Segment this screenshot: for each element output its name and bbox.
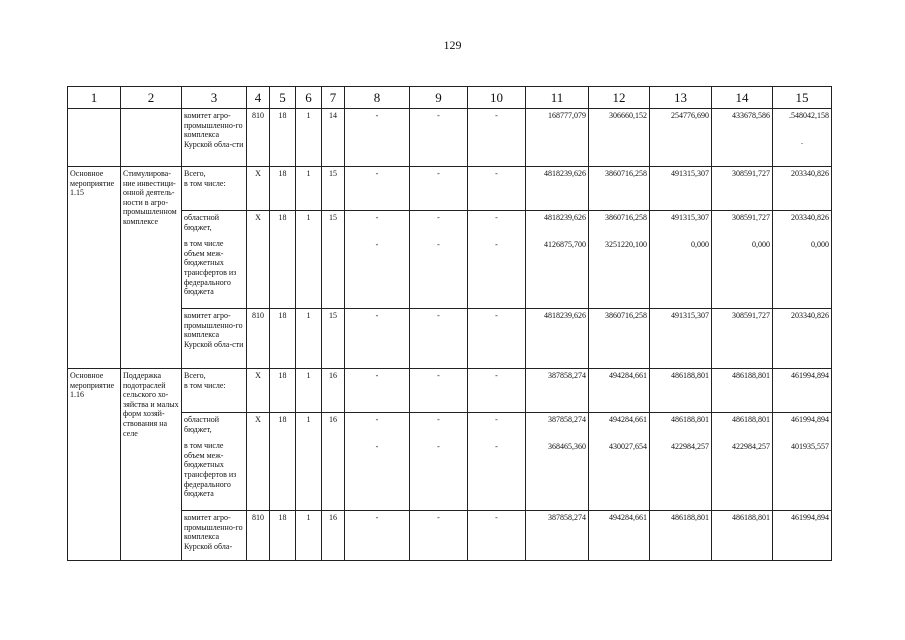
cell-value: 4126875,700 xyxy=(544,239,586,249)
executor-cell: комитет агро-промышленно-го комплекса Курской обла-сти xyxy=(182,309,247,369)
table-cell xyxy=(650,211,712,309)
table-cell: 15 xyxy=(322,211,345,309)
cell-value: 368465,360 xyxy=(548,441,586,451)
table-cell xyxy=(345,413,410,511)
executor-cell xyxy=(182,369,247,413)
executor-cell: комитет агро-промышленно-го комплекса Курской обла- xyxy=(182,511,247,561)
table-cell: 486188,801 xyxy=(650,511,712,561)
executor-cell xyxy=(182,211,247,309)
table-cell: 494284,661 xyxy=(589,511,650,561)
table-row xyxy=(68,413,832,511)
table-cell xyxy=(773,109,832,167)
table-cell: 1 xyxy=(296,413,322,511)
cell-value: 486188,801 xyxy=(732,415,770,424)
table-cell: 4818239,626 xyxy=(526,167,589,211)
table-cell: - xyxy=(410,309,468,369)
cell-text: в том числе: xyxy=(184,380,226,390)
table-cell: 387858,274 xyxy=(526,511,589,561)
table-cell: X xyxy=(247,413,270,511)
table-row xyxy=(68,309,832,369)
table-cell: 18 xyxy=(270,211,296,309)
column-header: 6 xyxy=(296,87,322,109)
table-cell: X xyxy=(247,167,270,211)
table-cell: 3860716,258 xyxy=(589,167,650,211)
table-cell xyxy=(773,211,832,309)
cell-value: - xyxy=(495,441,498,451)
cell-value: 0,000 xyxy=(752,239,770,249)
table-cell: 810 xyxy=(247,309,270,369)
cell-value: 430027,654 xyxy=(609,441,647,451)
table-cell: X xyxy=(247,369,270,413)
table-cell: 486188,801 xyxy=(712,369,773,413)
table-cell: 15 xyxy=(322,167,345,211)
table-cell xyxy=(589,413,650,511)
cell-text: в том числе объем меж-бюджетных трансфертов из федерального бюджета xyxy=(184,441,237,499)
table-cell: 203340,826 xyxy=(773,167,832,211)
table-cell: - xyxy=(345,511,410,561)
table-cell xyxy=(468,211,526,309)
cell-text: Всего, xyxy=(184,169,206,178)
table-cell: 810 xyxy=(247,109,270,167)
table-cell xyxy=(410,211,468,309)
table-cell: 18 xyxy=(270,109,296,167)
column-header: 9 xyxy=(410,87,468,109)
cell-value: 4818239,626 xyxy=(544,213,586,222)
table-cell: 1 xyxy=(296,211,322,309)
cell-value: - xyxy=(375,415,379,424)
table-cell: - xyxy=(410,109,468,167)
table-row xyxy=(68,511,832,561)
cell-text: в том числе объем меж-бюджетных трансфертов из федерального бюджета xyxy=(184,239,237,297)
table-cell: - xyxy=(345,309,410,369)
table-row xyxy=(68,109,832,167)
cell-value: 422984,257 xyxy=(732,441,770,451)
table-cell xyxy=(526,211,589,309)
table-cell xyxy=(650,413,712,511)
table-cell: 4818239,626 xyxy=(526,309,589,369)
cell-value: 461994,894 xyxy=(791,415,829,424)
measure-name-cell: Основное мероприятие 1.15 xyxy=(68,167,121,369)
table-cell: - xyxy=(410,369,468,413)
table-cell: 203340,826 xyxy=(773,309,832,369)
table-cell: 1 xyxy=(296,309,322,369)
cell-value: 491315,307 xyxy=(671,213,709,222)
measure-name-cell: Основное мероприятие 1.16 xyxy=(68,369,121,561)
table-cell xyxy=(121,109,182,167)
cell-value: - xyxy=(437,415,440,424)
table-cell xyxy=(526,413,589,511)
column-header: 8 xyxy=(345,87,410,109)
table-cell: 18 xyxy=(270,413,296,511)
cell-value: 422984,257 xyxy=(671,441,709,451)
table-cell: 16 xyxy=(322,369,345,413)
column-header: 3 xyxy=(182,87,247,109)
table-cell: 1 xyxy=(296,511,322,561)
table-cell xyxy=(468,413,526,511)
cell-value: 203340,826 xyxy=(791,213,829,222)
table-cell xyxy=(712,413,773,511)
cell-value: - xyxy=(437,441,440,451)
cell-value: .548042,158 xyxy=(789,111,829,120)
cell-value: 308591,727 xyxy=(732,213,770,222)
measure-description-cell: Поддержка подотраслей сельского хо-зяйства и малых форм хозяй-ствования на селе xyxy=(121,369,182,561)
cell-text: областной бюджет, xyxy=(184,415,220,434)
column-header: 5 xyxy=(270,87,296,109)
cell-text: Всего, xyxy=(184,371,206,380)
column-header: 4 xyxy=(247,87,270,109)
measure-description-cell: Стимулирова-ние инвестици-онной деятель-ности в агро-промышленном комплексе xyxy=(121,167,182,369)
cell-text: в том числе: xyxy=(184,178,226,188)
table-cell: - xyxy=(410,167,468,211)
cell-value: 0,000 xyxy=(811,239,829,249)
table-cell: 461994,894 xyxy=(773,511,832,561)
cell-value: - xyxy=(437,213,440,222)
table-cell: 491315,307 xyxy=(650,309,712,369)
cell-value: 0,000 xyxy=(691,239,709,249)
table-cell: 168777,079 xyxy=(526,109,589,167)
table-cell: - xyxy=(410,511,468,561)
table-cell: 254776,690 xyxy=(650,109,712,167)
column-header: 7 xyxy=(322,87,345,109)
header-row xyxy=(68,87,832,109)
table-cell: 1 xyxy=(296,167,322,211)
table-cell: - xyxy=(345,109,410,167)
cell-value: 494284,661 xyxy=(609,415,647,424)
cell-value: 486188,801 xyxy=(671,415,709,424)
table-cell xyxy=(773,413,832,511)
table-cell: 306660,152 xyxy=(589,109,650,167)
page-number: 129 xyxy=(443,38,462,52)
table-cell: 387858,274 xyxy=(526,369,589,413)
table-cell: 18 xyxy=(270,369,296,413)
budget-table xyxy=(67,86,832,561)
table-cell xyxy=(712,211,773,309)
column-header: 14 xyxy=(712,87,773,109)
table-row xyxy=(68,369,832,413)
table-cell: 308591,727 xyxy=(712,309,773,369)
cell-value: - xyxy=(495,415,498,424)
executor-cell: комитет агро-промышленно-го комплекса Курской обла-сти xyxy=(182,109,247,167)
table-cell: - xyxy=(468,167,526,211)
cell-mark: . xyxy=(801,136,803,146)
table-cell: 14 xyxy=(322,109,345,167)
table-cell xyxy=(68,109,121,167)
table-cell: 433678,586 xyxy=(712,109,773,167)
cell-value: 401935,557 xyxy=(791,441,829,451)
table-cell: 16 xyxy=(322,511,345,561)
table-cell: - xyxy=(468,511,526,561)
cell-value: 3860716,258 xyxy=(605,213,647,222)
table-cell: 308591,727 xyxy=(712,167,773,211)
column-header: 10 xyxy=(468,87,526,109)
column-header: 13 xyxy=(650,87,712,109)
cell-value: - xyxy=(375,213,379,222)
cell-value: - xyxy=(375,441,379,451)
table-cell: - xyxy=(468,309,526,369)
table-cell: - xyxy=(345,167,410,211)
table-cell: 1 xyxy=(296,369,322,413)
table-cell: 18 xyxy=(270,167,296,211)
table-cell: - xyxy=(468,109,526,167)
table-row xyxy=(68,211,832,309)
column-header: 12 xyxy=(589,87,650,109)
table-cell: X xyxy=(247,211,270,309)
table-cell: 18 xyxy=(270,309,296,369)
cell-value: - xyxy=(375,239,379,249)
column-header: 2 xyxy=(121,87,182,109)
table-cell: 16 xyxy=(322,413,345,511)
cell-text: областной бюджет, xyxy=(184,213,220,232)
table-cell: 491315,307 xyxy=(650,167,712,211)
table-cell xyxy=(410,413,468,511)
table-cell: 18 xyxy=(270,511,296,561)
cell-value: - xyxy=(495,213,498,222)
table-cell: - xyxy=(345,369,410,413)
column-header: 1 xyxy=(68,87,121,109)
executor-cell xyxy=(182,413,247,511)
table-cell: 486188,801 xyxy=(650,369,712,413)
table-cell: 15 xyxy=(322,309,345,369)
cell-value: 3251220,100 xyxy=(605,239,647,249)
executor-cell xyxy=(182,167,247,211)
table-cell xyxy=(589,211,650,309)
table-cell: 494284,661 xyxy=(589,369,650,413)
cell-value: - xyxy=(437,239,440,249)
table-cell: 3860716,258 xyxy=(589,309,650,369)
cell-value: 387858,274 xyxy=(548,415,586,424)
table-cell: 461994,894 xyxy=(773,369,832,413)
cell-value: - xyxy=(495,239,498,249)
column-header: 11 xyxy=(526,87,589,109)
table-cell xyxy=(345,211,410,309)
table-cell: 810 xyxy=(247,511,270,561)
table-cell: - xyxy=(468,369,526,413)
column-header: 15 xyxy=(773,87,832,109)
table-cell: 486188,801 xyxy=(712,511,773,561)
table-row xyxy=(68,167,832,211)
table-cell: 1 xyxy=(296,109,322,167)
